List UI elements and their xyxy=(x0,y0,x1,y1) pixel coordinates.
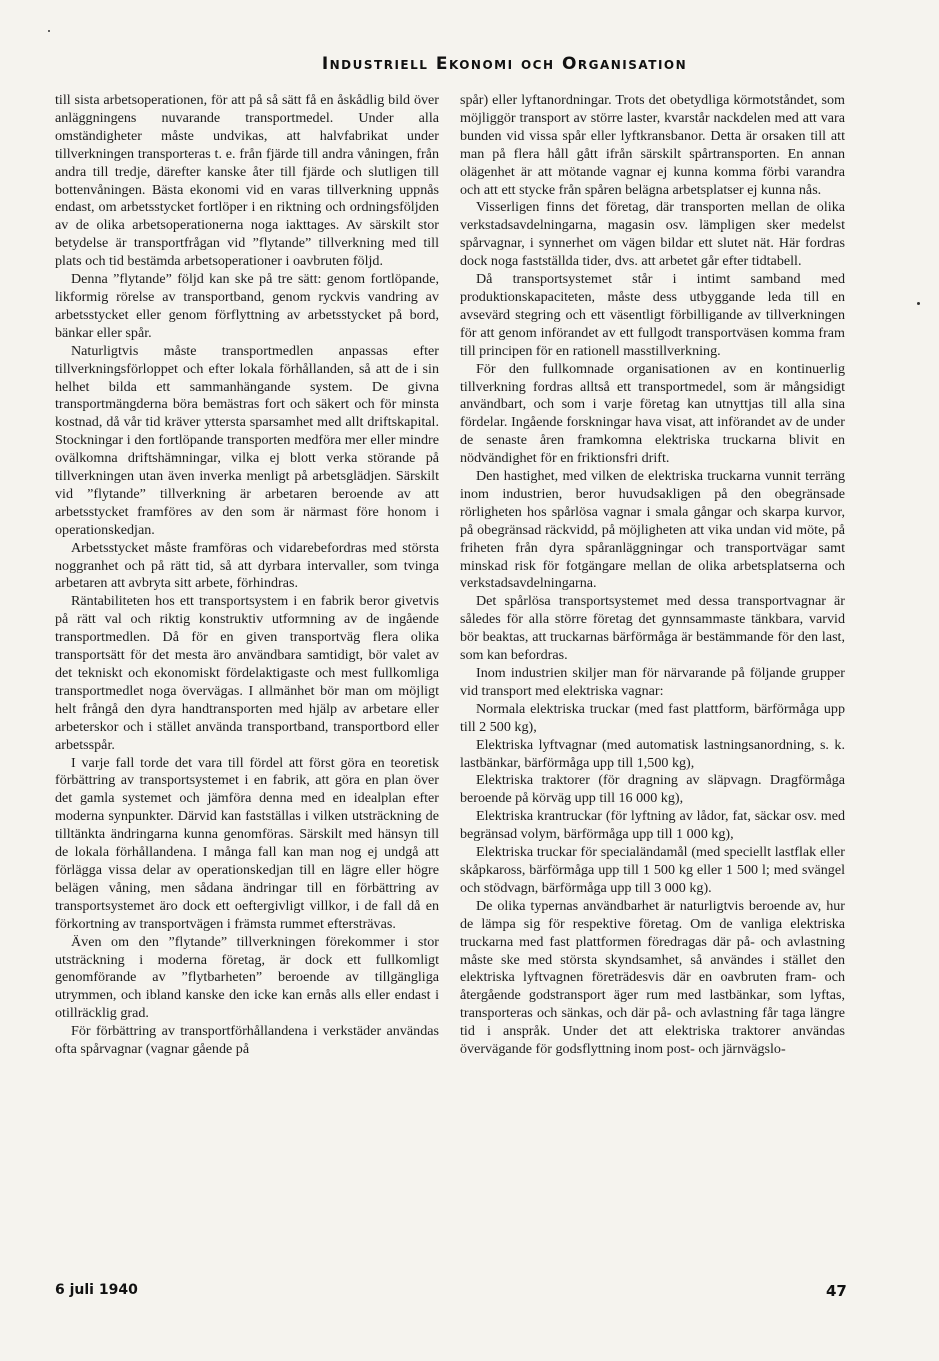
paragraph: Då transportsystemet står i intimt samband med produktionskapaciteten, måste dess utbyggande leda till en avsevärd stegring och ett väsentligt förbilligande av tillverkningen för att genom införandet av ett fullgodt transportväsen komma fram till principen för en rationell masstillverkning. xyxy=(460,271,845,359)
footer-date: 6 juli 1940 xyxy=(55,1282,138,1298)
paragraph: till sista arbetsoperationen, för att på så sätt få en åskådlig bild över anläggningens nuvarande transportmedel. Under alla omständigheter måste undvikas, att halvfabrikat under tillverkningen transporteras t. e. från fjärde till andra våningen, från andra till tredje, därefter kanske åter till fjärde och slutligen till bottenvåningen. Bästa ekonomi vid en varas tillverkning uppnås endast, om arbetsstycket fortlöper i en riktning och ordningsföljden av de olika arbetsoperationerna noga iakttages. Av särskilt stor betydelse är transportfrågan vid ”flytande” tillverkning med till plats och tid bestämda arbetsoperationer i oavbruten följd. xyxy=(55,92,439,270)
right-column xyxy=(460,92,845,1059)
list-item: Elektriska lyftvagnar (med automatisk lastningsanordning, s. k. lastbänkar, bärförmåga upp till 1,500 kg), xyxy=(460,736,845,771)
paragraph: Räntabiliteten hos ett transportsystem i en fabrik beror givetvis på rätt val och riktig konstruktiv utformning av de ingående transportmedlen. Då för en given transportväg flera olika transportsätt för det mesta äro användbara samtidigt, bör valet av det tekniskt och ekonomiskt fördelaktigaste och mest fullkomliga transportmedlet noga övervägas. I allmänhet bör man om möjligt helt frångå den dyra handtransporten med hjälp av arbetare eller arbeterskor och i stället använda transportband, transportbord eller arbetsspår. xyxy=(55,593,439,753)
paragraph: Inom industrien skiljer man för närvarande på följande grupper vid transport med elektriska vagnar: xyxy=(460,665,845,699)
paragraph: Arbetsstycket måste framföras och vidarebefordras med största noggranhet och på rätt tid, så att dyrbara intervaller, som tvinga arbetaren att avbryta sitt arbete, förhindras. xyxy=(55,539,439,592)
ink-speck xyxy=(917,302,920,305)
running-header: Industriell Ekonomi och Organisation xyxy=(321,54,688,74)
list-item: Elektriska traktorer (för dragning av släpvagn. Dragförmåga beroende på körväg upp till 16 000 kg), xyxy=(460,772,845,807)
paragraph: spår) eller lyftanordningar. Trots det obetydliga körmotståndet, som möjliggör transport av större laster, kvarstår nackdelen med att vara bunden vid vissa spår eller lyftkransbanor. Detta är orsaken till att man på flera håll gått ifrån särskilt spårtransporten. En annan olägenhet är att mötande vagnar ej kunna komma förbi varandra och att ett stycke från spåren belägna arbetsplatser ej kunna nås. xyxy=(460,92,845,198)
paragraph: Denna ”flytande” följd kan ske på tre sätt: genom fortlöpande, likformig rörelse av transportband, genom ryckvis vandring av arbetsstycket eller genom förflyttning av arbetsstycket på bord, bänkar eller spår. xyxy=(55,271,439,341)
paragraph: De olika typernas användbarhet är naturligtvis beroende av, hur de lämpa sig för respektive företag. Om de vanliga elektriska truckarna med fast plattformen föredragas där på- och avlastning måste ske med största skyndsamhet, så användes i stället den elektriska lyftvagnen företrädesvis där en oavbruten fram- och återgående godstransport äger rum med lastbänkar, som lyftas, transporteras och sänkas, och där på- och avlastning får taga längre tid i anspråk. Under det att elektriska traktorer användas övervägande för godsflyttning inom post- och järnvägslo- xyxy=(460,897,845,1058)
paragraph: Även om den ”flytande” tillverkningen förekommer i stor utsträckning i moderna företag, är dock ett fullkomligt genomförande av ”flytbarheten” beroende av tillgängliga utrymmen, och ibland kanske den icke kan ernås alls eller endast i otillräcklig grad. xyxy=(55,933,439,1022)
left-column xyxy=(55,92,439,1059)
list-item: Normala elektriska truckar (med fast plattform, bärförmåga upp till 2 500 kg), xyxy=(460,700,845,735)
paragraph: Det spårlösa transportsystemet med dessa transportvagnar är således för alla större företag det gynnsammaste tänkbara, varvid bör beaktas, att truckarnas bärförmåga är bestämmande för den last, som kan befordras. xyxy=(460,593,845,664)
paragraph: Den hastighet, med vilken de elektriska truckarna vunnit terräng inom industrien, beror huvudsakligen på den obegränsade rörligheten hos spårlösa vagnar i smala gångar och skarpa kurvor, på obegränsad räckvidd, på möjligheten att vika undan vid möte, på friheten från dyra spåranläggningar och transportvägar samt minskad risk för fotgängare mellan de olika arbetsplatserna och verkstadsavdelningarna. xyxy=(460,468,845,592)
list-item: Elektriska krantruckar (för lyftning av lådor, fat, säckar osv. med begränsad volym, bärförmåga upp till 1 000 kg), xyxy=(460,808,845,843)
paragraph: Visserligen finns det företag, där transporten mellan de olika verkstadsavdelningarna, magasin osv. lämpligen sker medelst spårvagnar, i synnerhet om vägen bildar ett slutet nät. Här fordras dock noga fastställda tider, dvs. att arbetet går efter tidtabell. xyxy=(460,199,845,270)
list-item: Elektriska truckar för specialändamål (med speciellt lastflak eller skåpkaross, bärförmåga upp till 1 500 kg eller 1 500 l; med svängel och stödvagn, bärförmåga upp till 3 000 kg). xyxy=(460,844,845,896)
paragraph: I varje fall torde det vara till fördel att först göra en teoretisk förbättring av transportsystemet i en fabrik, att göra en plan över det gamla systemet och jämföra denna med en idealplan efter moderna synpunkter. Därvid kan fastställas i vilken utsträckning de tilltänkta ändringarna kunna genomföras. Särskilt med hänsyn till de lokala förhållandena. I många fall kan man nog ej undgå att förlägga vissa delar av operationskedjan till en lägre eller högre belägen våning, men sådana ändringar till en förbättring av transportsystemet äro dock ett oeftergivligt villkor, i de fall då en förkortning av transportvägen i främsta rummet eftersträvas. xyxy=(55,754,439,932)
paragraph: För förbättring av transportförhållandena i verkstäder användas ofta spårvagnar (vagnar gående på xyxy=(55,1023,439,1058)
paragraph: Naturligtvis måste transportmedlen anpassas efter tillverkningsförloppet och efter lokala förhållanden, så att de i sin helhet bilda ett sammanhängande system. De givna transportmängderna böra bemästras fort och säkert och för minsta kostnad, då vår tid kräver yttersta sparsamhet med allt driftskapital. Stockningar i den fortlöpande transporten medföra mer eller mindre ovälkomna driftshämningar, vilka ej blott verka störande på tillverkningen utan även inverka menligt på arbetsglädjen. Särskilt vid ”flytande” tillverkning är arbetaren beroende av att arbetsstycket framföres av den som är närmast före honom i operationskedjan. xyxy=(55,342,439,538)
paragraph: För den fullkomnade organisationen av en kontinuerlig tillverkning fordras alltså ett transportmedel, som är mångsidigt användbart, och som i varje företag kan utnyttjas till alla sina fördelar. Ingående forskningar hava visat, att införandet av de under de senaste åren framkomna elektriska truckarna blivit en nödvändighet för en friktionsfri drift. xyxy=(460,360,845,467)
ink-speck xyxy=(48,30,50,32)
page-number: 47 xyxy=(826,1282,847,1300)
